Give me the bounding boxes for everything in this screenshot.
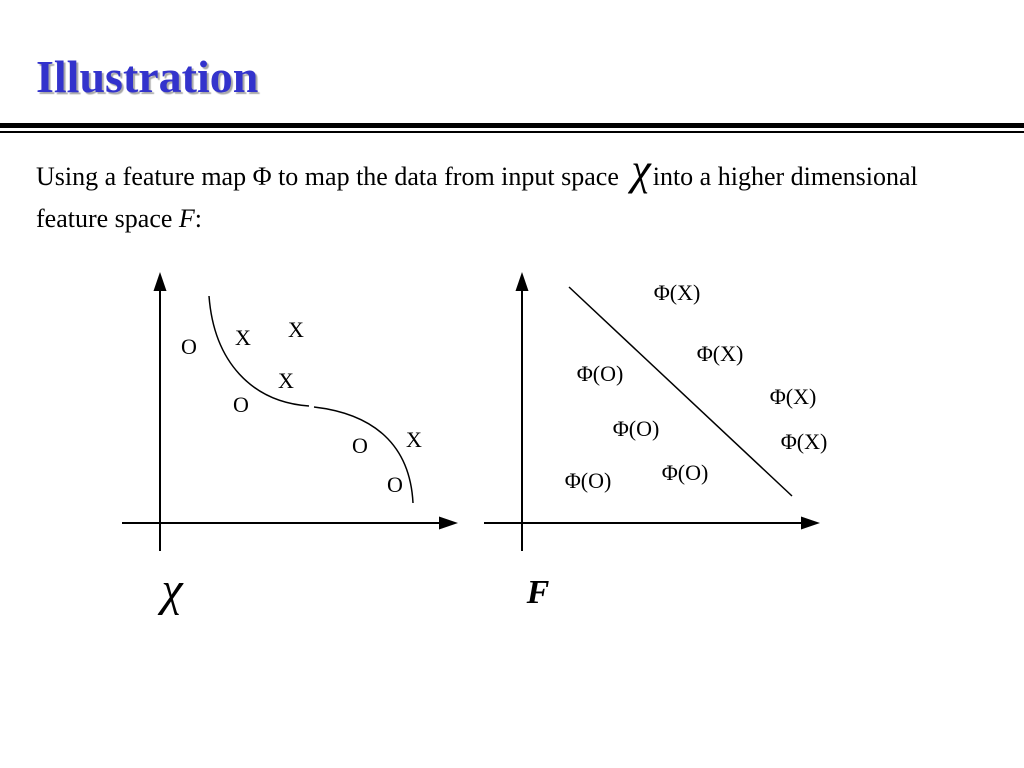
input-point-label: X — [406, 427, 422, 452]
feature-point-label: Φ(X) — [653, 280, 701, 305]
input-space-x-arrow — [439, 517, 458, 530]
feature-point-label: Φ(O) — [661, 460, 709, 485]
feature-point-label: Φ(O) — [612, 416, 660, 441]
input-point-label: X — [278, 368, 294, 393]
input-point-label: O — [352, 433, 368, 458]
feature-point-label: Φ(O) — [576, 361, 624, 386]
feature-space-axes — [484, 272, 820, 551]
input-space-symbol: χ — [631, 145, 651, 194]
feature-space-label: F — [526, 574, 550, 611]
feature-point-label: Φ(X) — [769, 384, 817, 409]
boundary-curve-upper — [209, 296, 309, 406]
input-space-axes — [122, 272, 458, 551]
input-point-label: X — [235, 325, 251, 350]
feature-space-points — [565, 280, 828, 493]
input-point-label: X — [288, 317, 304, 342]
input-space-y-arrow — [154, 272, 167, 291]
intro-part3: : — [194, 204, 203, 233]
input-point-label: O — [387, 472, 403, 497]
feature-point-label: Φ(O) — [564, 468, 612, 493]
feature-space-symbol: F — [178, 204, 195, 233]
input-space-points — [181, 317, 422, 497]
input-point-label: O — [233, 392, 249, 417]
input-space-label: χ — [161, 563, 183, 616]
feature-point-label: Φ(X) — [780, 429, 828, 454]
feature-space-y-arrow — [516, 272, 529, 291]
slide-title: Illustration — [36, 51, 259, 102]
intro-part1: Using a feature map Φ to map the data from input space — [36, 162, 626, 191]
intro-part2: into a higher dimensional feature space — [36, 162, 918, 233]
feature-point-label: Φ(X) — [696, 341, 744, 366]
feature-space-x-arrow — [801, 517, 820, 530]
input-point-label: O — [181, 334, 197, 359]
